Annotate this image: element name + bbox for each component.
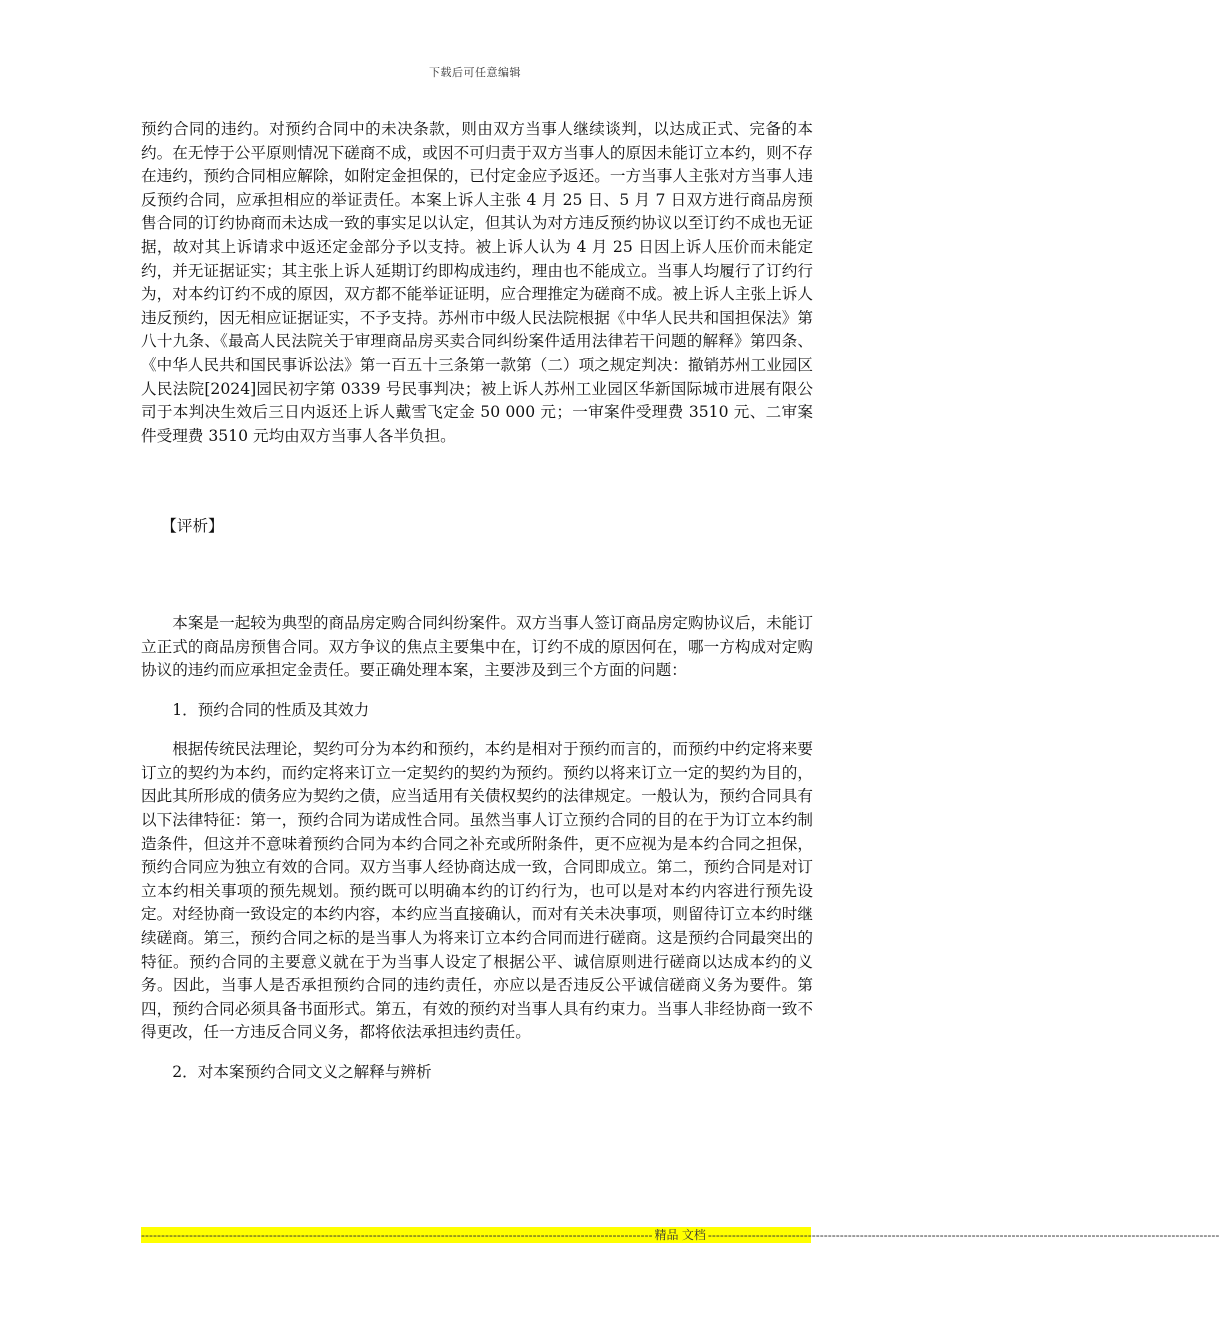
- paragraph-judgment: 预约合同的违约。对预约合同中的未决条款，则由双方当事人继续谈判，以达成正式、完备的本约。在无悖于公平原则情况下磋商不成，或因不可归责于双方当事人的原因未能订立本约，则不存在违约，预约合同相应解除，如附定金担保的，已付定金应予返还。一方当事人主张对方当事人违反预约合同，应承担相应的举证责任。本案上诉人主张 4 月 25 日、5 月 7 日双方进行商品房预售合同的订约协商而未达成一致的事实足以认定，但其认为对方违反预约协议以至订约不成也无证据，故对其上诉请求中返还定金部分予以支持。被上诉人认为 4 月 25 日因上诉人压价而未能定约，并无证据证实；其主张上诉人延期订约即构成违约，理由也不能成立。当事人均履行了订约行为，对本约订约不成的原因，双方都不能举证证明，应合理推定为磋商不成。被上诉人主张上诉人违反预约，因无相应证据证实，不予支持。苏州市中级人民法院根据《中华人民共和国担保法》第八十九条、《最高人民法院关于审理商品房买卖合同纠纷案件适用法律若干问题的解释》第四条、《中华人民共和国民事诉讼法》第一百五十三条第一款第（二）项之规定判决：撤销苏州工业园区人民法院[2024]园民初字第 0339 号民事判决；被上诉人苏州工业园区华新国际城市进展有限公司于本判决生效后三日内返还上诉人戴雪飞定金 50 000 元；一审案件受理费 3510 元、二审案件受理费 3510 元均由双方当事人各半负担。: [141, 120, 813, 445]
- paragraph-theory: 根据传统民法理论，契约可分为本约和预约，本约是相对于预约而言的，而预约中约定将来要订立的契约为本约，而约定将来订立一定契约的契约为预约。预约以将来订立一定的契约为目的，因此其所形成的债务应为契约之债，应当适用有关债权契约的法律规定。一般认为，预约合同具有以下法律特征：第一，预约合同为诺成性合同。虽然当事人订立预约合同的目的在于为订立本约制造条件，但这并不意味着预约合同为本约合同之补充或所附条件，更不应视为是本约合同之担保，预约合同应为独立有效的合同。双方当事人经协商达成一致，合同即成立。第二，预约合同是对订立本约相关事项的预先规划。预约既可以明确本约的订约行为，也可以是对本约内容进行预先设定。对经协商一致设定的本约内容，本约应当直接确认，而对有关未决事项，则留待订立本约时继续磋商。第三，预约合同之标的是当事人为将来订立本约合同而进行磋商。这是预约合同最突出的特征。预约合同的主要意义就在于为当事人设定了根据公平、诚信原则进行磋商以达成本约的义务。因此，当事人是否承担预约合同的违约责任，亦应以是否违反公平诚信磋商义务为要件。第四，预约合同必须具备书面形式。第五，有效的预约对当事人具有约束力。当事人非经协商一致不得更改，任一方违反合同义务，都将依法承担违约责任。: [141, 740, 813, 1042]
- review-heading: 【评析】: [161, 517, 224, 536]
- paragraph-intro: 本案是一起较为典型的商品房定购合同纠纷案件。双方当事人签订商品房定购协议后，未能订立正式的商品房预售合同。双方争议的焦点主要集中在，订约不成的原因何在，哪一方构成对定购协议的违约而应承担定金责任。要正确处理本案，主要涉及到三个方面的问题：: [141, 613, 813, 680]
- footer-dashes-left: --------------------------------------------------------------------------------------------------------------------------------: [141, 1228, 653, 1242]
- page-header: 下载后可任意编辑: [429, 66, 521, 79]
- footer-dashes-right: --------------------------------------------------------------------------------------------------------------------------------: [707, 1228, 1219, 1242]
- footer-bar: [141, 1227, 1219, 1243]
- section-heading-1: 1．预约合同的性质及其效力: [172, 700, 370, 719]
- section-heading-2: 2．对本案预约合同文义之解释与辨析: [172, 1063, 432, 1081]
- document-body: [141, 118, 813, 1085]
- footer-label: 精品 文档: [654, 1228, 706, 1242]
